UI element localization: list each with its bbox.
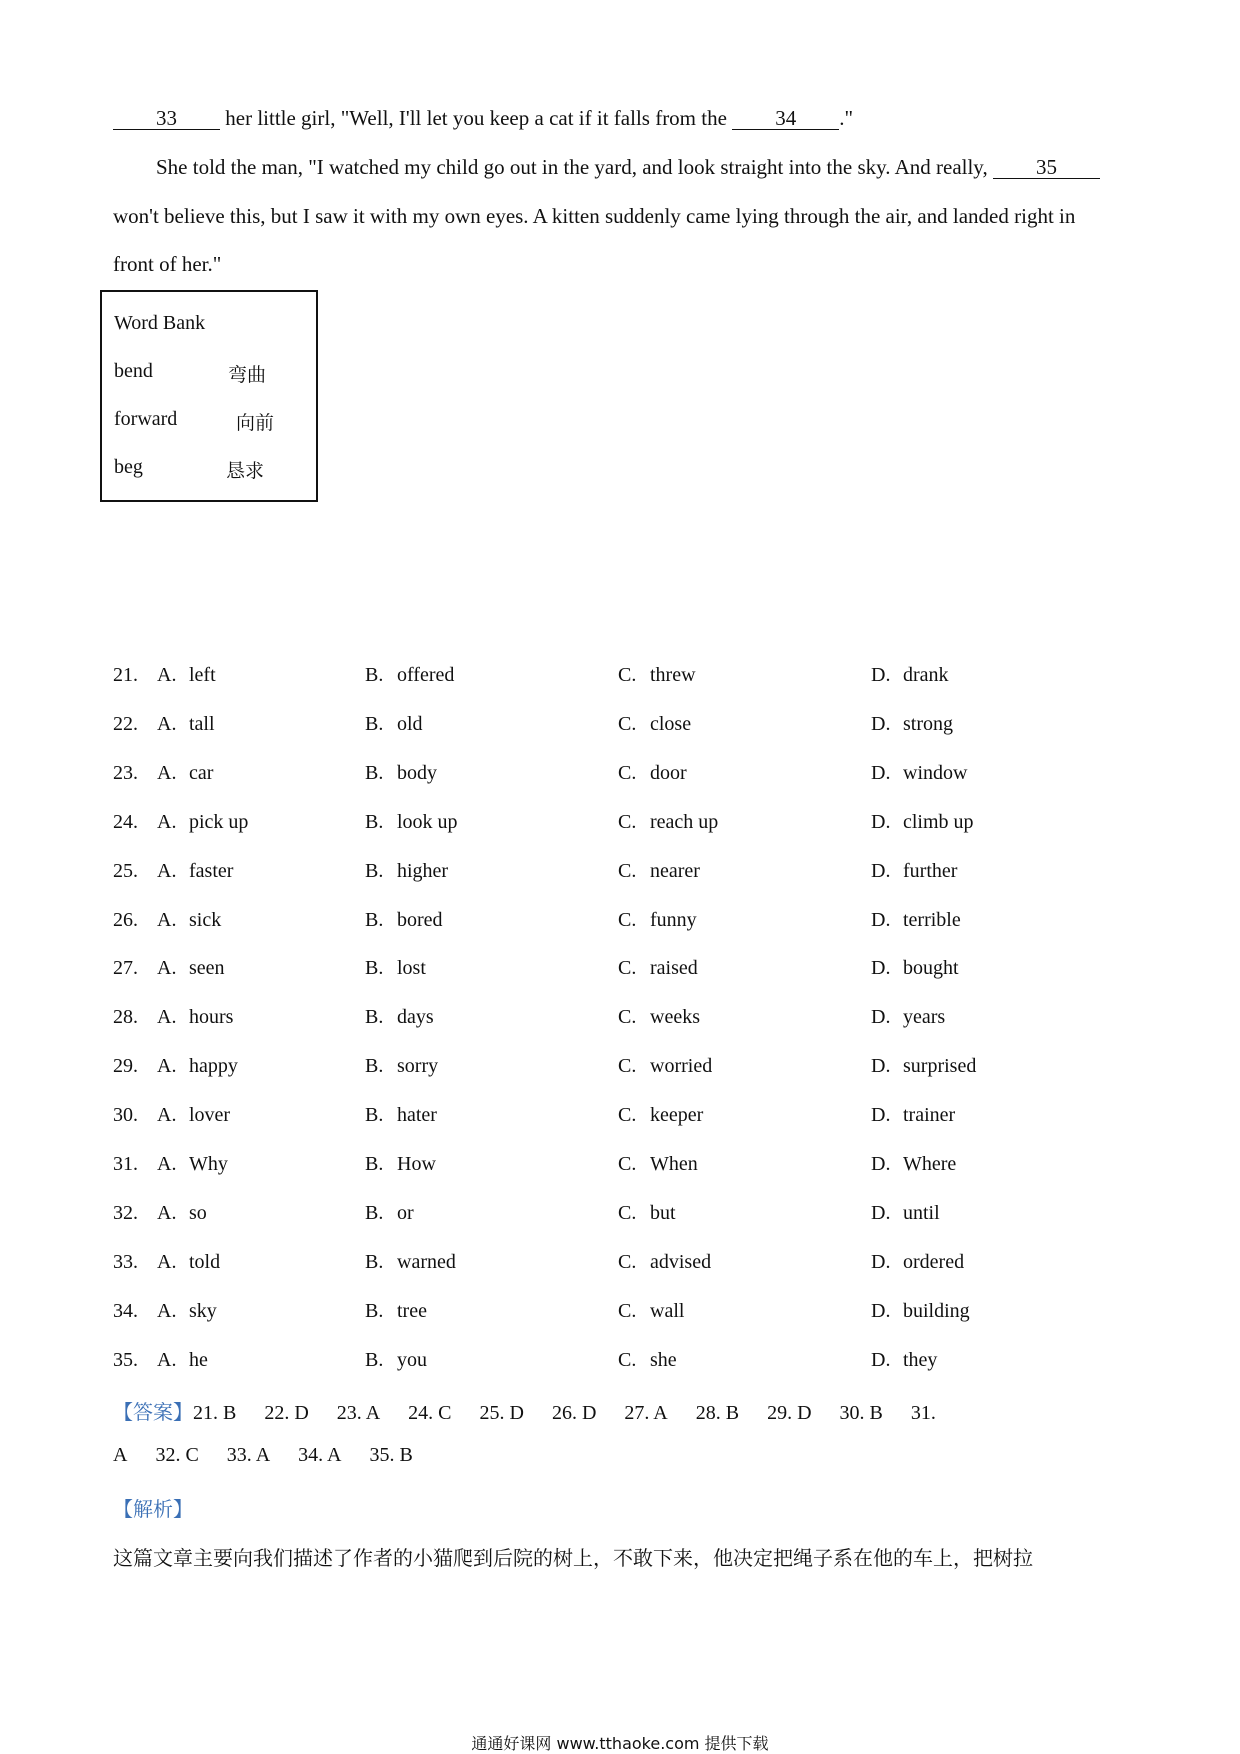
question-number: 23. (113, 761, 138, 784)
question-row (113, 811, 1133, 841)
answer-item: 22. D (264, 1402, 309, 1424)
answer-item: 24. C (408, 1402, 452, 1424)
question-row (113, 762, 1133, 792)
passage-line-3: won't believe this, but I saw it with my own eyes. A kitten suddenly came lying through the air, and landed right in (113, 204, 1076, 228)
option-a (157, 1104, 230, 1127)
answer-item: 32. C (155, 1444, 199, 1466)
option-letter: B. (365, 1055, 384, 1078)
option-letter: B. (365, 810, 384, 833)
option-c (618, 1202, 676, 1225)
option-letter: B. (365, 859, 384, 882)
option-letter: C. (618, 957, 637, 980)
question-number: 34. (113, 1299, 138, 1322)
option-letter: C. (618, 810, 637, 833)
option-text: pick up (189, 810, 249, 833)
option-c (618, 1006, 700, 1029)
option-d (871, 860, 957, 883)
option-a (157, 1202, 207, 1225)
option-b (365, 1349, 427, 1372)
option-letter: C. (618, 664, 637, 686)
option-letter: A. (157, 1299, 177, 1322)
option-text: until (903, 1201, 940, 1224)
option-letter: C. (618, 1104, 637, 1127)
option-text: bored (397, 908, 443, 931)
blank-34: 34 (732, 107, 839, 130)
option-text: but (650, 1201, 676, 1224)
option-text: close (650, 712, 692, 735)
option-d (871, 664, 949, 687)
option-letter: D. (871, 1201, 891, 1224)
word-zh: 弯曲 (228, 364, 267, 386)
option-d (871, 1006, 945, 1029)
question-row (113, 1300, 1133, 1330)
option-text: hours (189, 1006, 234, 1029)
blank-33: 33 (113, 107, 220, 130)
answer-item: 31. (910, 1402, 936, 1424)
option-text: reach up (650, 810, 719, 833)
option-letter: B. (365, 1006, 384, 1029)
option-text: nearer (650, 859, 700, 882)
option-b (365, 1202, 414, 1225)
option-letter: C. (618, 761, 637, 784)
question-row (113, 860, 1133, 890)
option-text: terrible (903, 908, 961, 931)
question-number: 31. (113, 1153, 138, 1175)
option-text: you (397, 1348, 427, 1371)
option-letter: A. (157, 1153, 177, 1175)
option-letter: B. (365, 1299, 384, 1322)
option-d (871, 1251, 964, 1274)
option-letter: A. (157, 1250, 177, 1273)
option-c (618, 1349, 677, 1372)
option-a (157, 811, 248, 834)
option-letter: B. (365, 664, 384, 686)
question-number: 25. (113, 859, 138, 882)
option-text: offered (397, 664, 455, 686)
question-row (113, 1251, 1133, 1281)
option-text: strong (903, 712, 953, 735)
option-letter: A. (157, 761, 177, 784)
passage-line-1 (113, 106, 853, 131)
option-letter: C. (618, 1201, 637, 1224)
question-number: 33. (113, 1250, 138, 1273)
option-letter: A. (157, 1006, 177, 1029)
option-text: worried (650, 1055, 713, 1078)
passage-line-4: front of her." (113, 252, 222, 276)
passage-text: ." (839, 106, 854, 130)
option-text: threw (650, 664, 696, 686)
option-text: How (397, 1153, 436, 1175)
option-c (618, 909, 697, 932)
option-a (157, 1153, 228, 1176)
word-zh: 向前 (236, 412, 275, 434)
option-c (618, 1104, 703, 1127)
word-en: forward (114, 408, 178, 430)
question-row (113, 1349, 1133, 1379)
option-letter: D. (871, 908, 891, 931)
option-a (157, 957, 225, 980)
option-text: window (903, 761, 968, 784)
option-a (157, 664, 216, 687)
option-b (365, 664, 454, 687)
option-text: drank (903, 664, 949, 686)
option-c (618, 957, 698, 980)
option-text: ordered (903, 1250, 965, 1273)
option-letter: B. (365, 1348, 384, 1371)
option-d (871, 957, 959, 980)
option-text: look up (397, 810, 458, 833)
option-letter: B. (365, 908, 384, 931)
option-c (618, 860, 700, 883)
option-d (871, 1202, 940, 1225)
option-letter: C. (618, 1055, 637, 1078)
option-letter: A. (157, 908, 177, 931)
option-letter: C. (618, 859, 637, 882)
option-c (618, 762, 687, 785)
analysis-tag: 【解析】 (113, 1497, 193, 1521)
option-d (871, 762, 967, 785)
option-letter: B. (365, 1250, 384, 1273)
question-number: 26. (113, 908, 138, 931)
answer-item: 28. B (695, 1402, 740, 1424)
option-letter: D. (871, 1153, 891, 1175)
option-letter: B. (365, 712, 384, 735)
option-text: raised (650, 957, 698, 980)
option-c (618, 1300, 684, 1323)
option-text: Why (189, 1153, 228, 1175)
answer-item: A (113, 1444, 128, 1466)
option-text: door (650, 761, 687, 784)
option-text: days (397, 1006, 434, 1029)
option-text: higher (397, 859, 449, 882)
option-text: further (903, 859, 958, 882)
option-a (157, 860, 233, 883)
option-b (365, 811, 458, 834)
question-number: 32. (113, 1201, 138, 1224)
option-letter: D. (871, 957, 891, 980)
option-c (618, 1251, 711, 1274)
answer-item: 34. A (298, 1444, 342, 1466)
option-letter: A. (157, 1348, 177, 1371)
word-bank-box (100, 290, 318, 502)
option-text: When (650, 1153, 698, 1175)
option-letter: C. (618, 1006, 637, 1029)
option-c (618, 713, 691, 736)
option-text: hater (397, 1104, 437, 1127)
option-c (618, 664, 696, 687)
option-letter: C. (618, 1299, 637, 1322)
question-number: 22. (113, 712, 138, 735)
option-text: happy (189, 1055, 238, 1078)
option-letter: D. (871, 1348, 891, 1371)
option-b (365, 1104, 437, 1127)
option-text: so (189, 1201, 207, 1224)
option-letter: D. (871, 1104, 891, 1127)
option-d (871, 713, 953, 736)
option-a (157, 1251, 220, 1274)
question-number: 35. (113, 1348, 138, 1371)
question-row (113, 1006, 1133, 1036)
option-text: faster (189, 859, 234, 882)
option-letter: D. (871, 712, 891, 735)
option-letter: B. (365, 1153, 384, 1175)
option-letter: C. (618, 1348, 637, 1371)
option-text: bought (903, 957, 959, 980)
option-letter: D. (871, 1055, 891, 1078)
option-text: warned (397, 1250, 456, 1273)
option-text: tall (189, 712, 215, 735)
question-row (113, 1153, 1133, 1183)
option-letter: A. (157, 1104, 177, 1127)
option-letter: B. (365, 957, 384, 980)
option-text: car (189, 761, 214, 784)
option-b (365, 957, 426, 980)
question-row (113, 1055, 1133, 1085)
word-zh: 恳求 (226, 460, 265, 482)
page-footer: 通通好课网 www.tthaoke.com 提供下载 (471, 1734, 769, 1753)
option-a (157, 713, 215, 736)
passage-text: her little girl, "Well, I'll let you keep a cat if it falls from the (220, 106, 733, 130)
option-text: wall (650, 1299, 685, 1322)
word-bank-title: Word Bank (114, 312, 206, 334)
option-letter: A. (157, 664, 177, 686)
word-en: bend (114, 360, 153, 382)
option-c (618, 1055, 712, 1078)
option-letter: C. (618, 712, 637, 735)
option-letter: D. (871, 1006, 891, 1029)
option-text: seen (189, 957, 225, 980)
answer-line-1 (113, 1396, 936, 1425)
question-row (113, 1104, 1133, 1134)
option-text: building (903, 1299, 970, 1322)
option-a (157, 1055, 238, 1078)
option-letter: D. (871, 1250, 891, 1273)
option-letter: C. (618, 1250, 637, 1273)
option-letter: C. (618, 1153, 637, 1175)
question-row (113, 957, 1133, 987)
option-a (157, 1349, 208, 1372)
answer-item: 35. B (369, 1444, 413, 1466)
question-number: 29. (113, 1055, 138, 1078)
option-text: he (189, 1348, 208, 1371)
question-number: 21. (113, 664, 138, 686)
option-c (618, 1153, 698, 1176)
option-text: Where (903, 1153, 957, 1175)
option-text: lost (397, 957, 426, 980)
answer-line-2 (113, 1444, 441, 1467)
option-text: keeper (650, 1104, 704, 1127)
option-b (365, 1300, 427, 1323)
question-number: 28. (113, 1006, 138, 1029)
option-letter: C. (618, 908, 637, 931)
answer-item: 21. B (193, 1402, 237, 1424)
option-a (157, 1300, 217, 1323)
option-text: advised (650, 1250, 712, 1273)
option-letter: B. (365, 1201, 384, 1224)
option-b (365, 909, 443, 932)
option-text: or (397, 1201, 414, 1224)
option-letter: A. (157, 1055, 177, 1078)
option-text: sick (189, 908, 222, 931)
option-letter: D. (871, 761, 891, 784)
option-text: funny (650, 908, 697, 931)
option-letter: A. (157, 859, 177, 882)
option-b (365, 1006, 434, 1029)
question-number: 27. (113, 957, 138, 980)
option-text: sorry (397, 1055, 439, 1078)
option-letter: D. (871, 859, 891, 882)
passage-line-2 (156, 155, 1100, 180)
option-text: trainer (903, 1104, 956, 1127)
answer-item: 29. D (767, 1402, 812, 1424)
answer-item: 27. A (624, 1402, 668, 1424)
question-row (113, 664, 1133, 694)
option-d (871, 1055, 976, 1078)
option-d (871, 1349, 937, 1372)
analysis-text: 这篇文章主要向我们描述了作者的小猫爬到后院的树上，不敢下来，他决定把绳子系在他的车上，把树拉 (113, 1546, 1033, 1570)
option-text: old (397, 712, 423, 735)
option-letter: B. (365, 1104, 384, 1127)
option-d (871, 811, 974, 834)
option-letter: D. (871, 810, 891, 833)
answer-item: 33. A (226, 1444, 271, 1466)
option-b (365, 762, 437, 785)
passage-text: She told the man, "I watched my child go out in the yard, and look straight into the sky. And really, (156, 155, 993, 179)
option-text: years (903, 1006, 946, 1029)
option-letter: A. (157, 1201, 177, 1224)
option-d (871, 1153, 956, 1176)
word-en: beg (114, 456, 143, 478)
option-a (157, 1006, 233, 1029)
option-d (871, 909, 961, 932)
answer-item: 30. B (839, 1402, 883, 1424)
answer-item: 25. D (479, 1402, 524, 1424)
option-text: surprised (903, 1055, 977, 1078)
option-text: left (189, 664, 216, 686)
answer-item: 26. D (551, 1402, 597, 1424)
question-row (113, 713, 1133, 743)
option-c (618, 811, 718, 834)
option-letter: A. (157, 810, 177, 833)
option-b (365, 1251, 456, 1274)
option-text: climb up (903, 810, 974, 833)
option-a (157, 762, 213, 785)
option-text: body (397, 761, 437, 784)
option-b (365, 1153, 436, 1176)
option-letter: B. (365, 761, 384, 784)
answer-item: 23. A (336, 1402, 381, 1424)
option-b (365, 1055, 438, 1078)
option-a (157, 909, 221, 932)
option-letter: D. (871, 664, 891, 686)
option-text: lover (189, 1104, 231, 1127)
option-text: tree (397, 1299, 427, 1322)
option-text: told (189, 1250, 221, 1273)
option-text: she (650, 1348, 677, 1371)
question-row (113, 1202, 1133, 1232)
option-d (871, 1300, 970, 1323)
option-b (365, 713, 423, 736)
option-letter: D. (871, 1299, 891, 1322)
question-row (113, 909, 1133, 939)
option-d (871, 1104, 955, 1127)
option-letter: A. (157, 957, 177, 980)
option-b (365, 860, 448, 883)
question-number: 24. (113, 810, 138, 833)
blank-35: 35 (993, 156, 1100, 179)
question-number: 30. (113, 1104, 138, 1127)
option-text: weeks (650, 1006, 700, 1029)
option-text: sky (189, 1299, 217, 1322)
answer-tag: 【答案】 (113, 1400, 193, 1424)
option-letter: A. (157, 712, 177, 735)
option-text: they (903, 1348, 938, 1371)
